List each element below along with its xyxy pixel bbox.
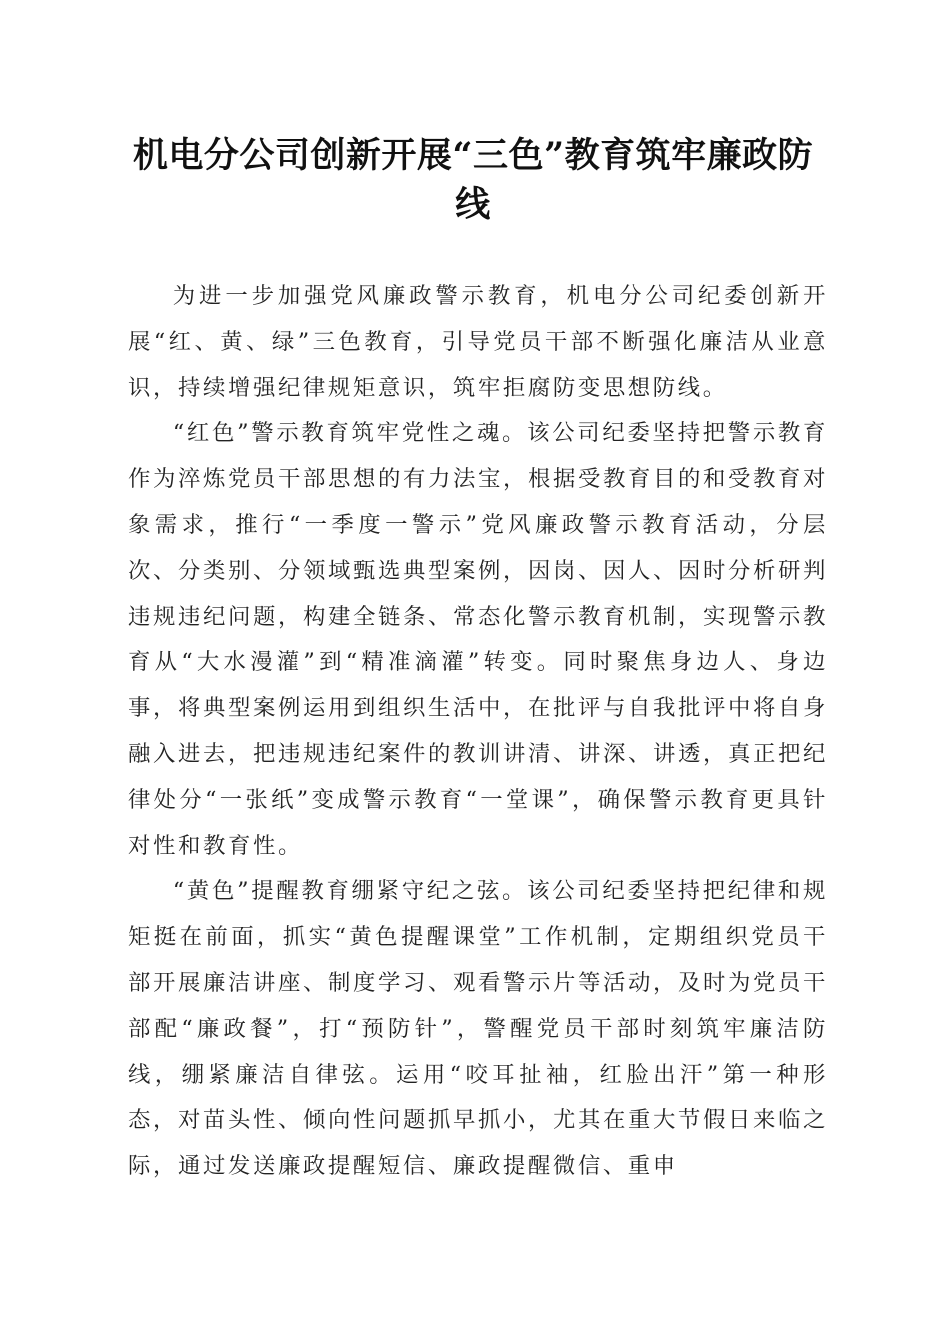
paragraph-red-education: “红色”警示教育筑牢党性之魂。该公司纪委坚持把警示教育作为淬炼党员干部思想的有力法宝，根据受教育目的和受教育对象需求，推行“一季度一警示”党风廉政警示教育活动，分层次、分类别、分领域甄选典型案例，因岗、因人、因时分析研判违规违纪问题，构建全链条、常态化警示教育机制，实现警示教育从“大水漫灌”到“精准滴灌”转变。同时聚焦身边人、身边事，将典型案例运用到组织生活中，在批评与自我批评中将自身融入进去，把违规违纪案件的教训讲清、讲深、讲透，真正把纪律处分“一张纸”变成警示教育“一堂课”，确保警示教育更具针对性和教育性。 bbox=[128, 420, 828, 859]
document-title: 机电分公司创新开展“三色”教育筑牢廉政防线 bbox=[132, 135, 814, 225]
paragraph-yellow-education: “黄色”提醒教育绷紧守纪之弦。该公司纪委坚持把纪律和规矩挺在前面，抓实“黄色提醒课堂”工作机制，定期组织党员干部开展廉洁讲座、制度学习、观看警示片等活动，及时为党员干部配“廉政餐”，打“预防针”，警醒党员干部时刻筑牢廉洁防线，绷紧廉洁自律弦。运用“咬耳扯袖，红脸出汗”第一种形态，对苗头性、倾向性问题抓早抓小，尤其在重大节假日来临之际，通过发送廉政提醒短信、廉政提醒微信、重申 bbox=[128, 878, 828, 1180]
paragraph-intro: 为进一步加强党风廉政警示教育，机电分公司纪委创新开展“红、黄、绿”三色教育，引导党员干部不断强化廉洁从业意识，持续增强纪律规矩意识，筑牢拒腐防变思想防线。 bbox=[128, 283, 828, 401]
document-body bbox=[128, 274, 828, 1190]
